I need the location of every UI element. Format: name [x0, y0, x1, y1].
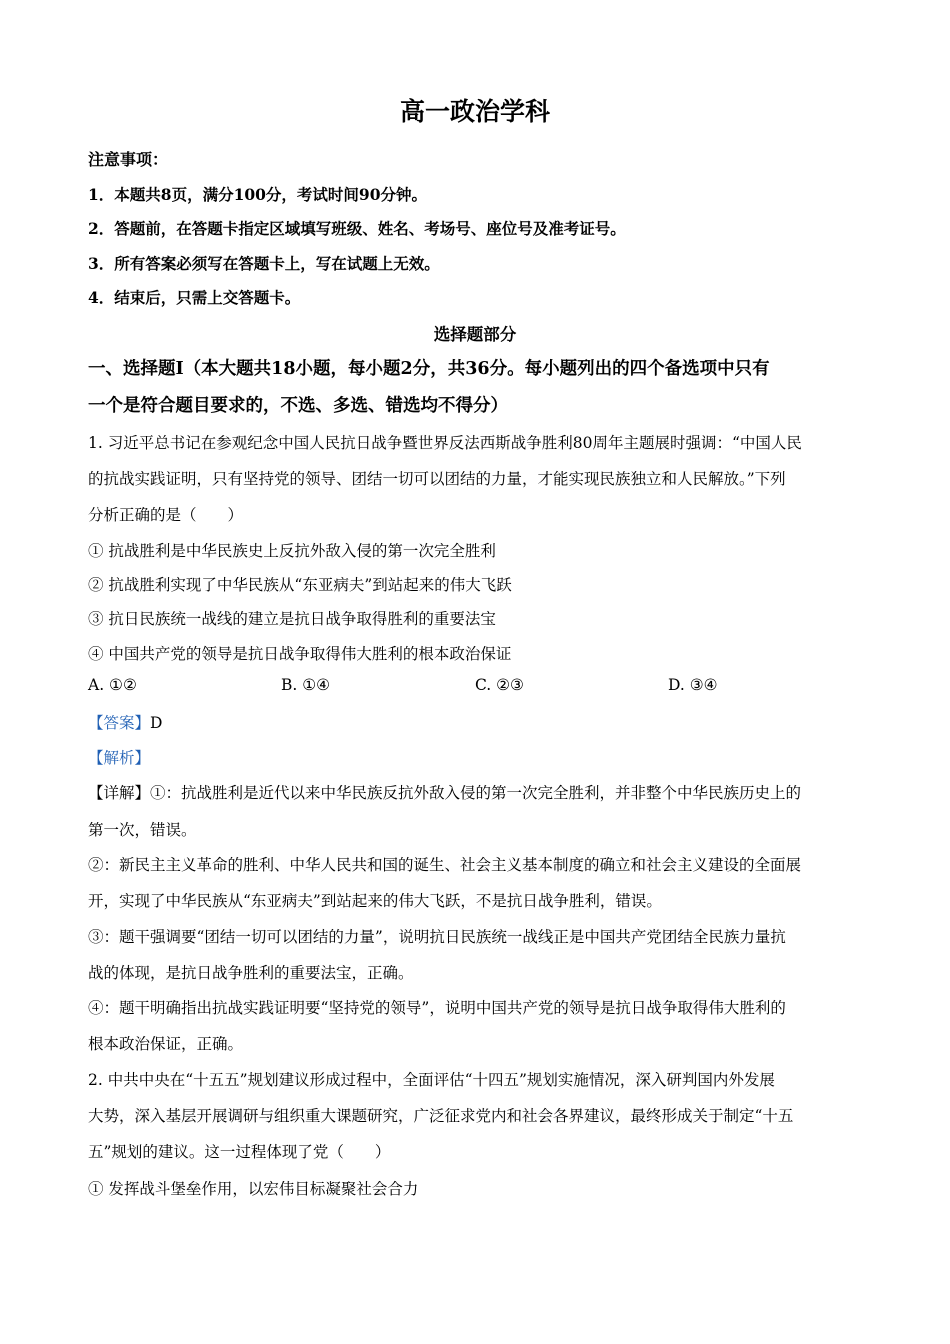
answer-value: D	[150, 714, 163, 732]
q2-stem-line: 大势，深入基层开展调研与组织重大课题研究，广泛征求党内和社会各界建议，最终形成关于制定“十五	[88, 1107, 794, 1125]
q1-detail-line	[88, 781, 801, 803]
q2-stem-line: 五”规划的建议。这一过程体现了党（ ）	[88, 1143, 391, 1161]
detail-label: 【详解】	[88, 784, 151, 802]
q1-option-d: D. ③④	[668, 676, 718, 694]
notice-item: 1．本题共8页，满分100分，考试时间90分钟。	[88, 185, 427, 204]
part-heading-line: 一个是符合题目要求的，不选、多选、错选均不得分）	[88, 396, 508, 416]
q1-stem-line: 分析正确的是（ ）	[88, 506, 244, 524]
q1-option-b: B. ①④	[281, 676, 331, 694]
q1-detail-line: 开，实现了中华民族从“东亚病夫”到站起来的伟大飞跃，不是抗日战争胜利，错误。	[88, 892, 662, 910]
q2-stem-line: 2. 中共中央在“十五五”规划建议形成过程中，全面评估“十四五”规划实施情况，深入研判国内外发展	[88, 1071, 775, 1089]
page-title: 高一政治学科	[399, 97, 550, 126]
q1-statement: ④ 中国共产党的领导是抗日战争取得伟大胜利的根本政治保证	[88, 645, 512, 663]
q1-stem-line: 1. 习近平总书记在参观纪念中国人民抗日战争暨世界反法西斯战争胜利80周年主题展时强调：“中国人民	[88, 434, 802, 452]
q1-detail-line: 第一次，错误。	[88, 821, 197, 839]
q1-statement: ③ 抗日民族统一战线的建立是抗日战争取得胜利的重要法宝	[88, 610, 496, 628]
q1-option-a: A. ①②	[88, 676, 137, 694]
notice-heading: 注意事项：	[88, 150, 169, 169]
q1-detail-line: ②：新民主主义革命的胜利、中华人民共和国的诞生、社会主义基本制度的确立和社会主义建设的全面展	[88, 856, 802, 874]
q1-detail-line: 根本政治保证，正确。	[88, 1035, 244, 1053]
notice-item: 3．所有答案必须写在答题卡上，写在试题上无效。	[88, 254, 440, 273]
q1-detail-line: ③：题干强调要“团结一切可以团结的力量”，说明抗日民族统一战线正是中国共产党团结全民族力量抗	[88, 928, 786, 946]
answer-label: 【答案】	[88, 714, 151, 732]
q1-stem-line: 的抗战实践证明，只有坚持党的领导、团结一切可以团结的力量，才能实现民族独立和人民解放。”下列	[88, 470, 786, 488]
q1-statement: ① 抗战胜利是中华民族史上反抗外敌入侵的第一次完全胜利	[88, 542, 496, 560]
q1-option-c: C. ②③	[475, 676, 524, 694]
q1-answer	[88, 711, 162, 733]
analysis-label: 【解析】	[88, 749, 151, 767]
detail-text: ①：抗战胜利是近代以来中华民族反抗外敌入侵的第一次完全胜利，并非整个中华民族历史上的	[150, 784, 802, 802]
q1-statement: ② 抗战胜利实现了中华民族从“东亚病夫”到站起来的伟大飞跃	[88, 576, 512, 594]
notice-item: 4．结束后，只需上交答题卡。	[88, 288, 301, 307]
q1-detail-line: ④：题干明确指出抗战实践证明要“坚持党的领导”，说明中国共产党的领导是抗日战争取得伟大胜利的	[88, 999, 786, 1017]
q2-statement: ① 发挥战斗堡垒作用，以宏伟目标凝聚社会合力	[88, 1180, 419, 1198]
notice-item: 2．答题前，在答题卡指定区域填写班级、姓名、考场号、座位号及准考证号。	[88, 219, 626, 238]
section-title: 选择题部分	[433, 325, 517, 344]
q1-detail-line: 战的体现，是抗日战争胜利的重要法宝，正确。	[88, 964, 414, 982]
part-heading-line: 一、选择题Ⅰ（本大题共18小题，每小题2分，共36分。每小题列出的四个备选项中只有	[88, 359, 770, 379]
